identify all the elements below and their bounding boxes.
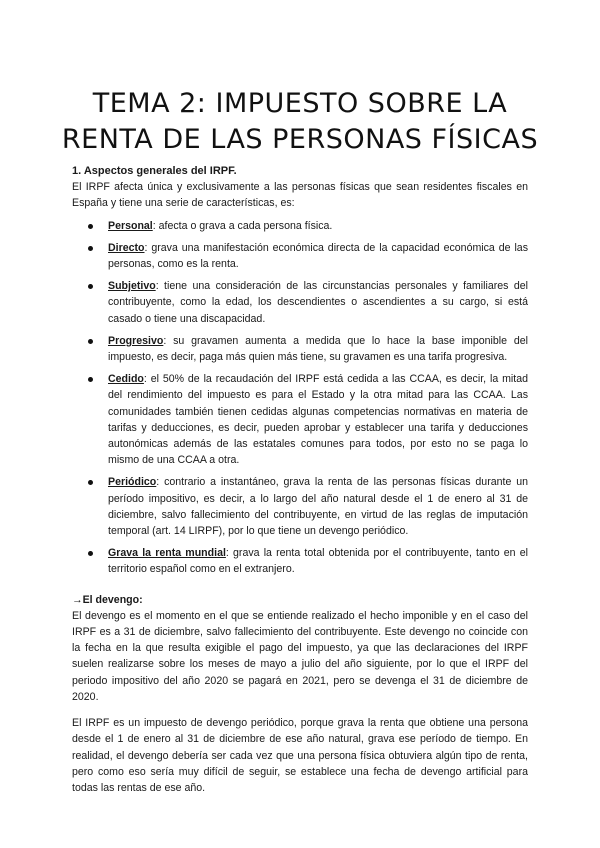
bullet-icon: [88, 480, 93, 485]
bullet-icon: [88, 284, 93, 289]
section-heading: 1. Aspectos generales del IRPF.: [72, 165, 237, 177]
feature-term: Grava la renta mundial: [108, 547, 226, 560]
devengo-paragraph-1: El devengo es el momento en el que se entiende realizado el hecho imponible y en el caso del IRPF es a 31 de diciembre, salvo fallecimiento del contribuyente. Este devengo no coincide con la fecha en la que resulta exigible el pago del impuesto, ya que las declaraciones del IRPF suelen realizarse sobre los meses de mayo a julio del año siguiente, por lo que el IRPF del periodo impositivo del año 2020 se pagará en 2021, pero se devenga el 31 de diciembre de 2020.: [72, 609, 528, 703]
list-item: [72, 474, 528, 539]
feature-term: Subjetivo: [108, 280, 156, 293]
bullet-icon: [88, 551, 93, 556]
feature-text: : grava una manifestación económica directa de la capacidad económica de las personas, como es la renta.: [108, 241, 528, 271]
list-item: [72, 545, 528, 577]
list-item: [72, 333, 528, 365]
paragraph-gap: [72, 705, 528, 715]
feature-term: Progresivo: [108, 334, 164, 347]
document-body: [72, 163, 528, 796]
bullet-icon: [88, 339, 93, 344]
feature-text: : afecta o grava a cada persona física.: [152, 219, 333, 232]
features-list: [72, 218, 528, 578]
section-intro: El IRPF afecta única y exclusivamente a las personas físicas que sean residentes fiscales en España y tiene una serie de características, es:: [72, 181, 528, 210]
feature-term: Directo: [108, 241, 145, 254]
bullet-icon: [88, 224, 93, 229]
bullet-icon: [88, 377, 93, 382]
feature-text: : tiene una consideración de las circunstancias personales y familiares del contribuyente, como la edad, los descendientes o ascendientes a su cargo, si está casado o tiene una discapacidad.: [108, 280, 528, 325]
feature-text: : su gravamen aumenta a medida que lo hace la base imponible del impuesto, es decir, paga más quien más tiene, su gravamen es una tarifa progresiva.: [108, 334, 528, 364]
list-item: [72, 278, 528, 327]
feature-term: Periódico: [108, 476, 157, 489]
devengo-heading: →El devengo:: [72, 593, 143, 606]
feature-term: Cedido: [108, 373, 144, 386]
feature-text: : grava la renta total obtenida por el contribuyente, tanto en el territorio español como en el extranjero.: [108, 547, 528, 576]
bullet-icon: [88, 246, 93, 251]
page-title: [0, 86, 600, 158]
feature-text: : contrario a instantáneo, grava la renta de las personas físicas durante un período impositivo, es decir, a lo largo del año natural desde el 1 de enero al 31 de diciembre, salvo fallecimiento del contribuyente, en virtud de las reglas de imputación temporal (art. 14 LIRPF), por lo que tiene un devengo periódico.: [108, 476, 528, 538]
feature-term: Personal: [108, 219, 153, 232]
devengo-paragraph-2: El IRPF es un impuesto de devengo periódico, porque grava la renta que obtiene una persona desde el 1 de enero al 31 de diciembre de ese año natural, grava ese período de tiempo. En realidad, el devengo debería ser cada vez que una persona física obtuviera algún tipo de renta, pero como eso sería muy difícil de seguir, se establece una fecha de devengo artificial para todas las rentas de ese año.: [72, 717, 528, 794]
title-line-2: RENTA DE LAS PERSONAS FÍSICAS: [61, 124, 539, 155]
feature-text: : el 50% de la recaudación del IRPF está cedida a las CCAA, es decir, la mitad del rendimiento del impuesto es para el Estado y la otra mitad para las CCAA. Las comunidades también tienen cedidas algunas competencias normativas en materia de tarifas y deducciones, es decir, pueden aprobar y establecer una tarifa y deducciones autonómicas además de las estatales comunes para todos, por esto no se paga lo mismo de una CCAA a otra.: [108, 373, 528, 467]
list-item: [72, 371, 528, 468]
title-line-1: TEMA 2: IMPUESTO SOBRE LA: [92, 88, 508, 119]
list-item: [72, 218, 528, 234]
list-item: [72, 240, 528, 272]
